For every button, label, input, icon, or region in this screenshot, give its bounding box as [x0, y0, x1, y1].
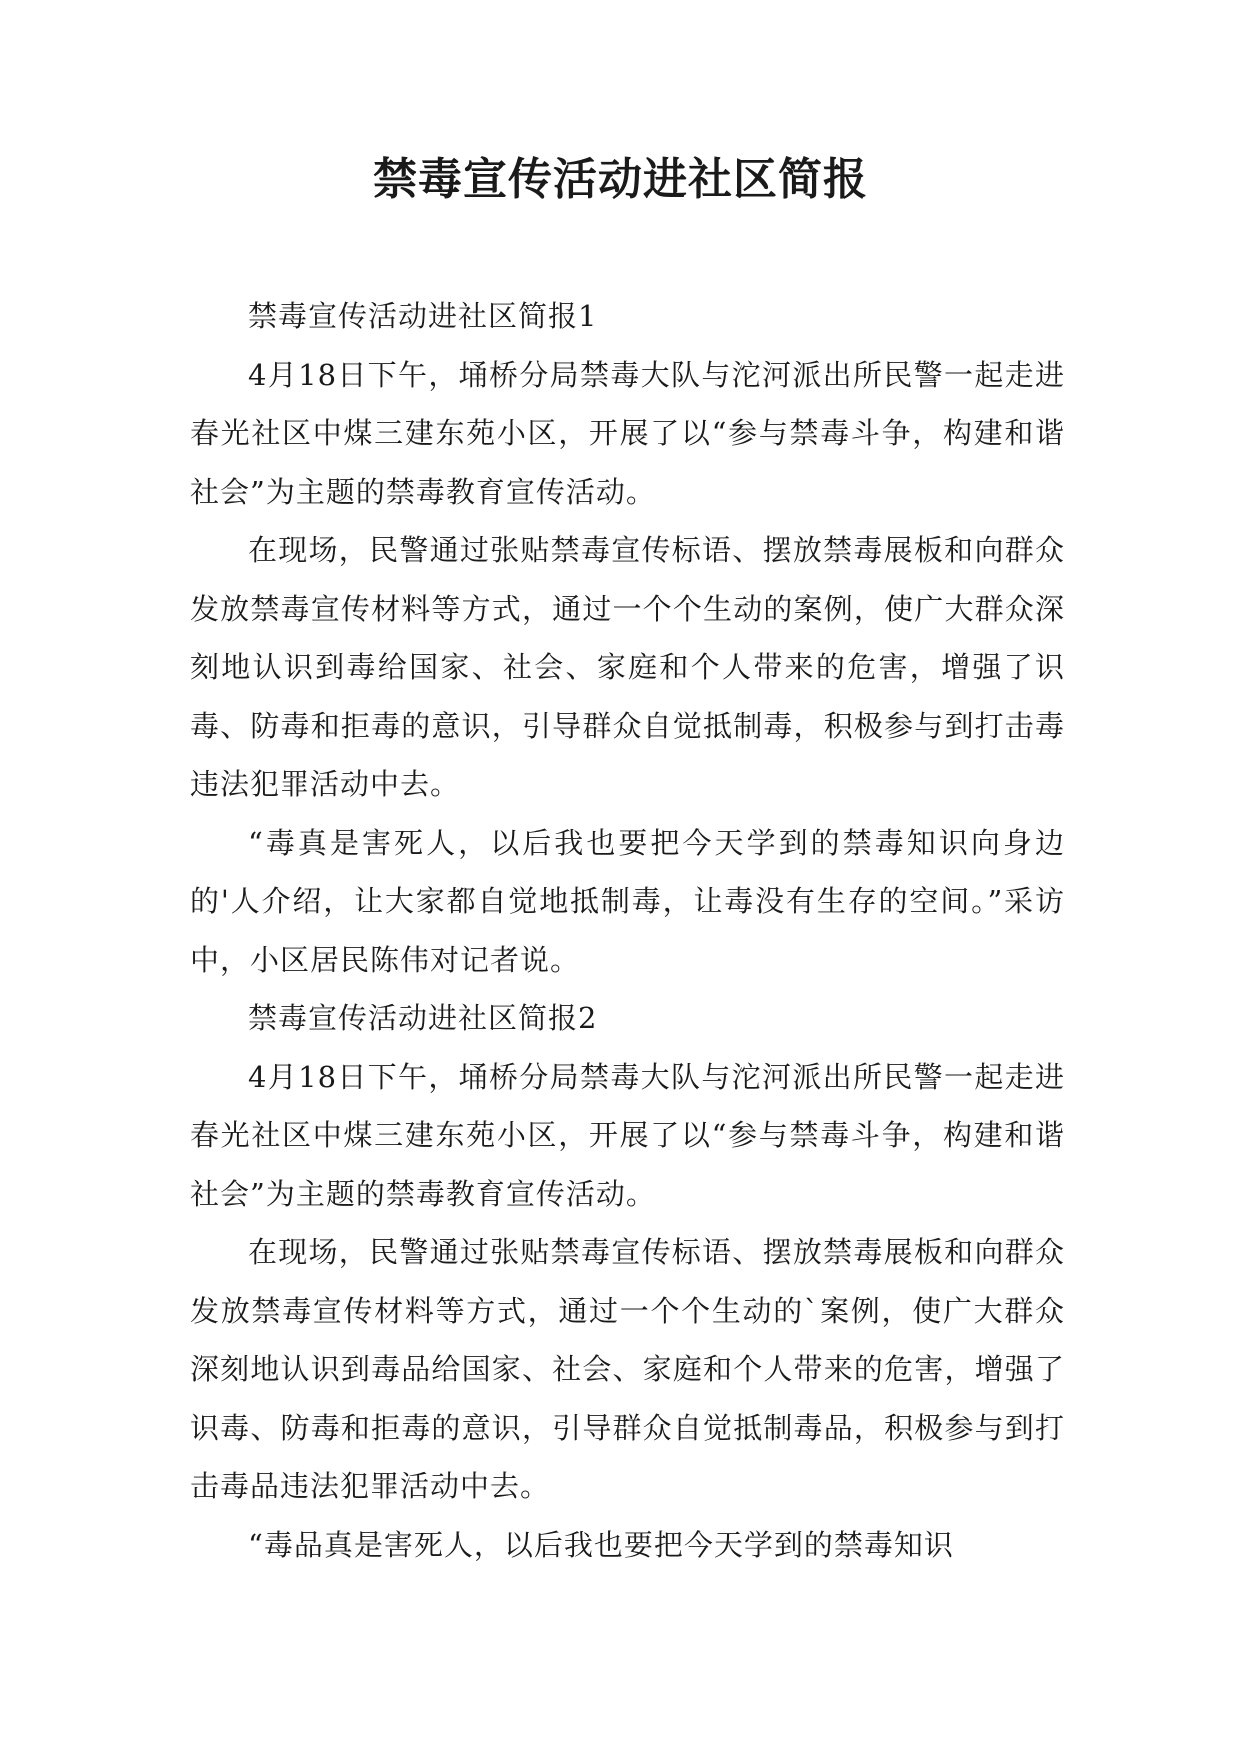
- section-heading-2: 禁毒宣传活动进社区简报2: [248, 1001, 598, 1035]
- paragraph: 在现场，民警通过张贴禁毒宣传标语、摆放禁毒展板和向群众发放禁毒宣传材料等方式，通过一个个生动的案例，使广大群众深刻地认识到毒给国家、社会、家庭和个人带来的危害，增强了识毒、防毒和拒毒的意识，引导群众自觉抵制毒，积极参与到打击毒违法犯罪活动中去。: [190, 533, 1065, 801]
- paragraph: “毒真是害死人，以后我也要把今天学到的禁毒知识向身边的'人介绍，让大家都自觉地抵制毒，让毒没有生存的空间。”采访中，小区居民陈伟对记者说。: [190, 825, 1065, 977]
- paragraph: 在现场，民警通过张贴禁毒宣传标语、摆放禁毒展板和向群众发放禁毒宣传材料等方式，通过一个个生动的`案例，使广大群众深刻地认识到毒品给国家、社会、家庭和个人带来的危害，增强了识毒、防毒和拒毒的意识，引导群众自觉抵制毒品，积极参与到打击毒品违法犯罪活动中去。: [190, 1235, 1065, 1503]
- section-heading-1: 禁毒宣传活动进社区简报1: [248, 299, 598, 333]
- paragraph: 4月18日下午，埇桥分局禁毒大队与沱河派出所民警一起走进春光社区中煤三建东苑小区，开展了以“参与禁毒斗争，构建和谐社会”为主题的禁毒教育宣传活动。: [190, 1059, 1065, 1211]
- document-title: 禁毒宣传活动进社区简报: [373, 154, 868, 205]
- paragraph: 4月18日下午，埇桥分局禁毒大队与沱河派出所民警一起走进春光社区中煤三建东苑小区，开展了以“参与禁毒斗争，构建和谐社会”为主题的禁毒教育宣传活动。: [190, 357, 1065, 509]
- paragraph: “毒品真是害死人，以后我也要把今天学到的禁毒知识: [248, 1527, 954, 1562]
- document-body: [190, 287, 1065, 1574]
